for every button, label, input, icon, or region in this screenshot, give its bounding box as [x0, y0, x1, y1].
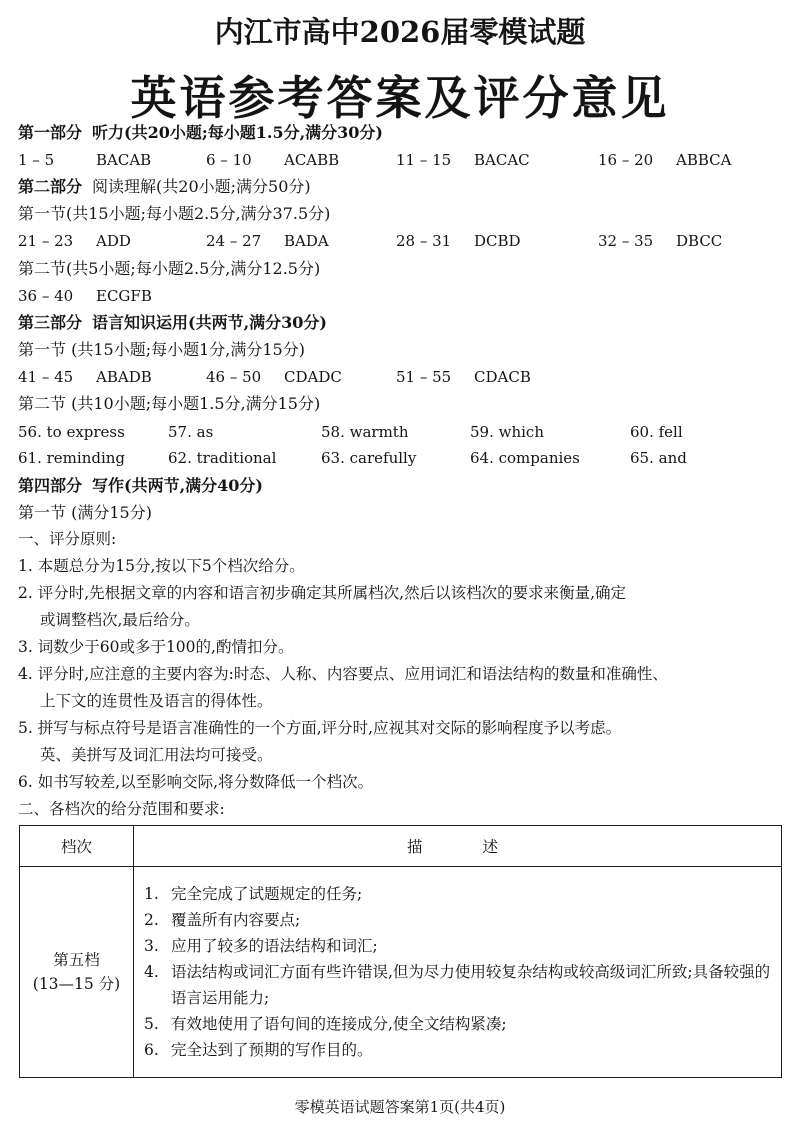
- answer-key: ABBCA: [676, 151, 732, 169]
- fill-in-answer: 65. and: [630, 449, 687, 467]
- answer-key: BACAC: [474, 151, 530, 169]
- fill-in-answer: 59. which: [470, 423, 544, 441]
- fill-in-answer: 62. traditional: [168, 449, 277, 467]
- answer-group: [206, 230, 329, 252]
- answer-key: CDACB: [474, 368, 531, 386]
- answer-key: ACABB: [284, 151, 340, 169]
- part4-label: 第四部分: [18, 476, 83, 495]
- part2-section1-title: 第一节(共15小题;每小题2.5分,满分37.5分): [18, 204, 331, 223]
- list-item: [144, 1011, 781, 1037]
- fill-in-answer-row-1: [18, 421, 788, 443]
- part1-title: 听力(共20小题;每小题1.5分,满分30分): [92, 123, 384, 142]
- part3-title: 语言知识运用(共两节,满分30分): [92, 313, 327, 332]
- answer-key: BADA: [284, 232, 329, 250]
- column-header-level: 档次: [20, 826, 134, 867]
- fill-in-answer-row-2: [18, 447, 788, 469]
- question-range: 51 – 55: [396, 368, 452, 386]
- item-number: 4.: [144, 963, 159, 981]
- part2-section1-answer-row: [18, 230, 788, 252]
- level-name: 第五档: [53, 951, 100, 969]
- answer-group: [18, 230, 131, 252]
- principle-item: 3. 词数少于60或多于100的,酌情扣分。: [18, 638, 294, 656]
- part4-heading: [18, 475, 263, 497]
- fill-in-answer: 61. reminding: [18, 449, 126, 467]
- part2-heading: [18, 176, 311, 198]
- question-range: 46 – 50: [206, 368, 262, 386]
- answer-key: ABADB: [96, 368, 152, 386]
- part3-section1-answer-row: [18, 366, 788, 388]
- scoring-levels-table: [19, 825, 782, 1078]
- table-row: [20, 867, 782, 1078]
- fill-in-answer: 58. warmth: [321, 423, 409, 441]
- question-range: 21 – 23: [18, 232, 74, 250]
- question-range: 32 – 35: [598, 232, 654, 250]
- fill-in-answer: 64. companies: [470, 449, 580, 467]
- table-header-row: [20, 826, 782, 867]
- part3-section1-title: 第一节 (共15小题;每小题1分,满分15分): [18, 340, 305, 359]
- principle-item: 5. 拼写与标点符号是语言准确性的一个方面,评分时,应视其对交际的影响程度予以考虑。: [18, 719, 622, 737]
- exam-title: 内江市高中2026届零模试题: [214, 15, 586, 49]
- principle-item-continued: 英、美拼写及词汇用法均可接受。: [40, 746, 273, 764]
- item-text: 覆盖所有内容要点;: [171, 911, 301, 929]
- question-range: 28 – 31: [396, 232, 452, 250]
- fill-in-answer: 56. to express: [18, 423, 125, 441]
- part1-label: 第一部分: [18, 123, 83, 142]
- principle-item: 2. 评分时,先根据文章的内容和语言初步确定其所属档次,然后以该档次的要求来衡量,确定: [18, 584, 626, 602]
- list-item: [144, 1037, 781, 1063]
- part3-heading: [18, 312, 327, 334]
- question-range: 11 – 15: [396, 151, 452, 169]
- answer-key: ADD: [96, 232, 131, 250]
- answer-key: DCBD: [474, 232, 521, 250]
- part4-section1-title: 第一节 (满分15分): [18, 503, 152, 522]
- level-cell: [20, 867, 134, 1078]
- part2-label: 第二部分: [18, 177, 83, 196]
- levels-heading: 二、各档次的给分范围和要求:: [18, 800, 225, 818]
- item-number: 2.: [144, 911, 159, 929]
- answer-group: [18, 366, 152, 388]
- item-number: 3.: [144, 937, 159, 955]
- question-range: 1 – 5: [18, 151, 55, 169]
- page-footer: 零模英语试题答案第1页(共4页): [294, 1098, 506, 1116]
- fill-in-answer: 60. fell: [630, 423, 683, 441]
- answer-key: ECGFB: [96, 287, 152, 305]
- item-number: 6.: [144, 1041, 159, 1059]
- list-item: [144, 881, 781, 907]
- list-item: [144, 933, 781, 959]
- item-text: 语法结构或词汇方面有些许错误,但为尽力使用较复杂结构或较高级词汇所致;具备较强的语言运用能力;: [171, 963, 771, 1007]
- answer-group: [18, 285, 152, 307]
- item-text: 完全完成了试题规定的任务;: [171, 885, 363, 903]
- answer-key-title: 英语参考答案及评分意见: [130, 71, 670, 125]
- part1-answer-row: [18, 149, 788, 171]
- part2-section2-answer-row: [18, 285, 788, 307]
- answer-key: BACAB: [96, 151, 152, 169]
- question-range: 24 – 27: [206, 232, 262, 250]
- principle-item: 4. 评分时,应注意的主要内容为:时态、人称、内容要点、应用词汇和语法结构的数量和准确性、: [18, 665, 668, 683]
- answer-group: [396, 230, 521, 252]
- answer-group: [206, 366, 342, 388]
- item-text: 有效地使用了语句间的连接成分,使全文结构紧凑;: [171, 1015, 507, 1033]
- principle-item: 1. 本题总分为15分,按以下5个档次给分。: [18, 557, 305, 575]
- scoring-principles: [18, 526, 788, 823]
- answer-group: [206, 149, 339, 171]
- part1-heading: [18, 122, 383, 144]
- item-text: 完全达到了预期的写作目的。: [171, 1041, 373, 1059]
- answer-group: [18, 149, 151, 171]
- answer-group: [396, 149, 530, 171]
- column-header-description: 描述: [134, 826, 782, 867]
- description-list: [134, 871, 781, 1073]
- answer-group: [598, 230, 722, 252]
- part3-label: 第三部分: [18, 313, 83, 332]
- principle-item: 6. 如书写较差,以至影响交际,将分数降低一个档次。: [18, 773, 374, 791]
- principles-heading: 一、评分原则:: [18, 530, 117, 548]
- item-number: 1.: [144, 885, 159, 903]
- part4-title: 写作(共两节,满分40分): [92, 476, 263, 495]
- part3-section2-title: 第二节 (共10小题;每小题1.5分,满分15分): [18, 394, 321, 413]
- answer-group: [598, 149, 731, 171]
- fill-in-answer: 63. carefully: [321, 449, 417, 467]
- question-range: 6 – 10: [206, 151, 252, 169]
- answer-key: CDADC: [284, 368, 342, 386]
- list-item: [144, 907, 781, 933]
- question-range: 16 – 20: [598, 151, 654, 169]
- part2-section2-title: 第二节(共5小题;每小题2.5分,满分12.5分): [18, 259, 321, 278]
- level-range: (13—15 分): [32, 975, 121, 993]
- answer-key: DBCC: [676, 232, 723, 250]
- question-range: 41 – 45: [18, 368, 74, 386]
- principle-item-continued: 上下文的连贯性及语言的得体性。: [40, 692, 273, 710]
- description-cell: [134, 867, 782, 1078]
- item-text: 应用了较多的语法结构和词汇;: [171, 937, 378, 955]
- fill-in-answer: 57. as: [168, 423, 214, 441]
- part2-title: 阅读理解(共20小题;满分50分): [92, 177, 311, 196]
- item-number: 5.: [144, 1015, 159, 1033]
- question-range: 36 – 40: [18, 287, 74, 305]
- list-item: [144, 959, 781, 1011]
- answer-group: [396, 366, 531, 388]
- principle-item-continued: 或调整档次,最后给分。: [40, 611, 200, 629]
